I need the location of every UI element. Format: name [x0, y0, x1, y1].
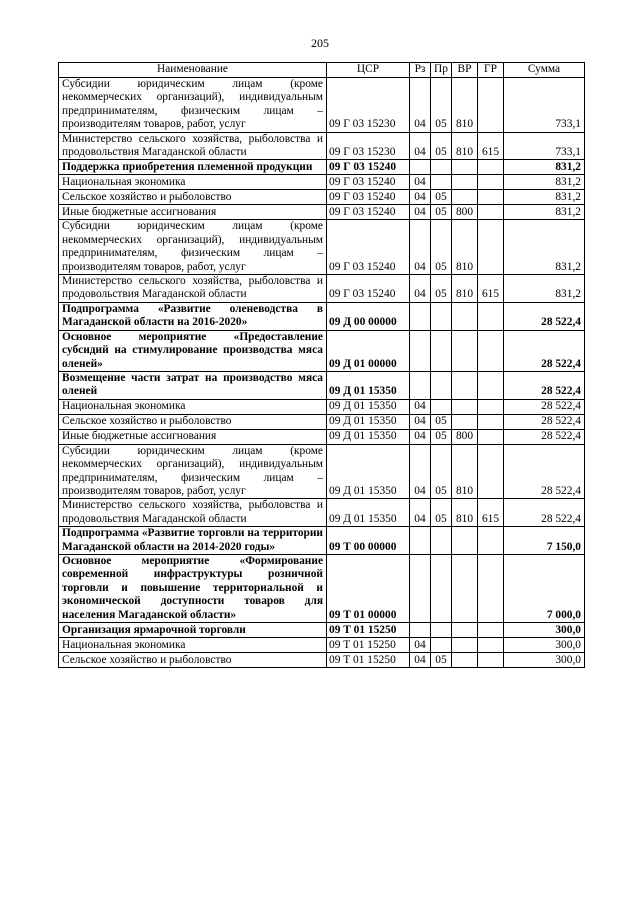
cell-vr: 810: [452, 444, 478, 499]
cell-gr: 615: [478, 275, 504, 303]
table-row: [59, 302, 585, 330]
cell-vr: [452, 527, 478, 555]
cell-vr: [452, 638, 478, 653]
cell-sum: 28 522,4: [504, 444, 585, 499]
cell-gr: [478, 623, 504, 638]
table-row: [59, 623, 585, 638]
cell-sum: 831,2: [504, 160, 585, 175]
header-name: Наименование: [59, 63, 327, 78]
cell-csr: 09 Т 01 15250: [327, 623, 410, 638]
cell-csr: 09 Г 03 15230: [327, 132, 410, 160]
cell-name: Субсидии юридическим лицам (кроме некоммерческих организаций), индивидуальным предпринимателям, физическим лицам – производителям товаров, работ, услуг: [59, 78, 327, 133]
cell-pr: [431, 554, 452, 622]
cell-sum: 831,2: [504, 205, 585, 220]
cell-name: Министерство сельского хозяйства, рыболовства и продовольствия Магаданской области: [59, 499, 327, 527]
cell-gr: [478, 554, 504, 622]
cell-vr: [452, 175, 478, 190]
header-pr: Пр: [431, 63, 452, 78]
cell-name: Министерство сельского хозяйства, рыболовства и продовольствия Магаданской области: [59, 275, 327, 303]
page-number: 205: [311, 36, 329, 50]
cell-rz: 04: [410, 190, 431, 205]
cell-name: Подпрограмма «Развитие торговли на территории Магаданской области на 2014-2020 годы»: [59, 527, 327, 555]
table-row: [59, 554, 585, 622]
table-row: [59, 205, 585, 220]
header-gr: ГР: [478, 63, 504, 78]
cell-gr: 615: [478, 132, 504, 160]
cell-name: Поддержка приобретения племенной продукции: [59, 160, 327, 175]
cell-name: Подпрограмма «Развитие оленеводства в Магаданской области на 2016-2020»: [59, 302, 327, 330]
cell-csr: 09 Д 01 15350: [327, 399, 410, 414]
table-row: [59, 330, 585, 371]
cell-rz: 04: [410, 653, 431, 668]
cell-name: Сельское хозяйство и рыболовство: [59, 190, 327, 205]
cell-sum: 733,1: [504, 132, 585, 160]
table-row: [59, 414, 585, 429]
cell-rz: [410, 554, 431, 622]
cell-sum: 28 522,4: [504, 330, 585, 371]
cell-sum: 831,2: [504, 220, 585, 275]
cell-pr: [431, 638, 452, 653]
cell-name: Национальная экономика: [59, 399, 327, 414]
cell-gr: [478, 302, 504, 330]
cell-csr: 09 Г 03 15240: [327, 160, 410, 175]
cell-csr: 09 Т 01 15250: [327, 638, 410, 653]
cell-gr: [478, 399, 504, 414]
cell-gr: [478, 653, 504, 668]
cell-vr: [452, 399, 478, 414]
cell-pr: 05: [431, 205, 452, 220]
table-header-row: [59, 63, 585, 78]
cell-pr: [431, 527, 452, 555]
cell-vr: [452, 554, 478, 622]
cell-rz: 04: [410, 638, 431, 653]
cell-gr: [478, 220, 504, 275]
cell-vr: 810: [452, 499, 478, 527]
cell-pr: 05: [431, 275, 452, 303]
cell-pr: 05: [431, 220, 452, 275]
budget-table: [58, 62, 585, 668]
table-row: [59, 132, 585, 160]
cell-sum: 28 522,4: [504, 499, 585, 527]
cell-vr: 810: [452, 275, 478, 303]
cell-rz: 04: [410, 444, 431, 499]
cell-sum: 28 522,4: [504, 371, 585, 399]
cell-pr: [431, 330, 452, 371]
cell-gr: [478, 330, 504, 371]
cell-csr: 09 Д 00 00000: [327, 302, 410, 330]
cell-name: Министерство сельского хозяйства, рыболовства и продовольствия Магаданской области: [59, 132, 327, 160]
cell-sum: 28 522,4: [504, 399, 585, 414]
cell-pr: [431, 371, 452, 399]
cell-vr: [452, 653, 478, 668]
cell-name: Сельское хозяйство и рыболовство: [59, 653, 327, 668]
cell-pr: [431, 175, 452, 190]
cell-vr: [452, 190, 478, 205]
cell-gr: 615: [478, 499, 504, 527]
cell-rz: [410, 527, 431, 555]
cell-csr: 09 Д 01 15350: [327, 429, 410, 444]
cell-gr: [478, 205, 504, 220]
cell-pr: 05: [431, 444, 452, 499]
cell-gr: [478, 444, 504, 499]
cell-csr: 09 Г 03 15230: [327, 78, 410, 133]
cell-rz: 04: [410, 132, 431, 160]
cell-rz: 04: [410, 429, 431, 444]
cell-vr: 800: [452, 429, 478, 444]
cell-rz: 04: [410, 220, 431, 275]
cell-pr: 05: [431, 499, 452, 527]
table-row: [59, 527, 585, 555]
cell-gr: [478, 78, 504, 133]
cell-rz: [410, 330, 431, 371]
cell-csr: 09 Т 01 15250: [327, 653, 410, 668]
cell-csr: 09 Т 00 00000: [327, 527, 410, 555]
cell-pr: 05: [431, 414, 452, 429]
table-row: [59, 653, 585, 668]
header-sum: Сумма: [504, 63, 585, 78]
cell-name: Основное мероприятие «Предоставление субсидий на стимулирование производства мяса оленей»: [59, 330, 327, 371]
table-row: [59, 499, 585, 527]
cell-csr: 09 Г 03 15240: [327, 275, 410, 303]
cell-gr: [478, 527, 504, 555]
table-body: [59, 78, 585, 668]
cell-gr: [478, 638, 504, 653]
cell-sum: 831,2: [504, 175, 585, 190]
cell-vr: 810: [452, 132, 478, 160]
cell-pr: 05: [431, 190, 452, 205]
cell-sum: 300,0: [504, 653, 585, 668]
cell-name: Сельское хозяйство и рыболовство: [59, 414, 327, 429]
cell-rz: 04: [410, 399, 431, 414]
cell-rz: 04: [410, 414, 431, 429]
cell-name: Организация ярмарочной торговли: [59, 623, 327, 638]
cell-sum: 733,1: [504, 78, 585, 133]
table-row: [59, 429, 585, 444]
cell-vr: [452, 302, 478, 330]
cell-gr: [478, 414, 504, 429]
table-row: [59, 444, 585, 499]
table-row: [59, 160, 585, 175]
cell-name: Национальная экономика: [59, 175, 327, 190]
cell-rz: 04: [410, 275, 431, 303]
cell-gr: [478, 371, 504, 399]
header-vr: ВР: [452, 63, 478, 78]
cell-csr: 09 Г 03 15240: [327, 190, 410, 205]
cell-gr: [478, 429, 504, 444]
cell-name: Субсидии юридическим лицам (кроме некоммерческих организаций), индивидуальным предпринимателям, физическим лицам – производителям товаров, работ, услуг: [59, 444, 327, 499]
cell-pr: 05: [431, 78, 452, 133]
cell-rz: 04: [410, 205, 431, 220]
cell-pr: [431, 302, 452, 330]
cell-pr: 05: [431, 653, 452, 668]
cell-sum: 300,0: [504, 623, 585, 638]
cell-pr: 05: [431, 429, 452, 444]
cell-csr: 09 Г 03 15240: [327, 220, 410, 275]
cell-name: Возмещение части затрат на производство мяса оленей: [59, 371, 327, 399]
cell-csr: 09 Д 01 15350: [327, 444, 410, 499]
table-row: [59, 275, 585, 303]
cell-rz: [410, 371, 431, 399]
cell-vr: 810: [452, 78, 478, 133]
table-row: [59, 371, 585, 399]
cell-vr: [452, 330, 478, 371]
cell-name: Иные бюджетные ассигнования: [59, 205, 327, 220]
cell-pr: [431, 399, 452, 414]
cell-rz: 04: [410, 499, 431, 527]
cell-sum: 7 150,0: [504, 527, 585, 555]
cell-vr: [452, 414, 478, 429]
cell-rz: [410, 623, 431, 638]
cell-rz: 04: [410, 175, 431, 190]
cell-pr: [431, 160, 452, 175]
cell-sum: 7 000,0: [504, 554, 585, 622]
cell-vr: [452, 160, 478, 175]
header-csr: ЦСР: [327, 63, 410, 78]
cell-gr: [478, 160, 504, 175]
table-row: [59, 399, 585, 414]
cell-vr: [452, 623, 478, 638]
cell-pr: [431, 623, 452, 638]
cell-vr: [452, 371, 478, 399]
cell-csr: 09 Д 01 00000: [327, 330, 410, 371]
cell-pr: 05: [431, 132, 452, 160]
cell-csr: 09 Г 03 15240: [327, 205, 410, 220]
cell-sum: 28 522,4: [504, 302, 585, 330]
cell-csr: 09 Д 01 15350: [327, 371, 410, 399]
table-row: [59, 78, 585, 133]
cell-rz: [410, 302, 431, 330]
cell-name: Субсидии юридическим лицам (кроме некоммерческих организаций), индивидуальным предпринимателям, физическим лицам – производителям товаров, работ, услуг: [59, 220, 327, 275]
cell-sum: 831,2: [504, 275, 585, 303]
header-rz: Рз: [410, 63, 431, 78]
table-row: [59, 190, 585, 205]
cell-name: Национальная экономика: [59, 638, 327, 653]
table-row: [59, 638, 585, 653]
cell-csr: 09 Т 01 00000: [327, 554, 410, 622]
cell-vr: 810: [452, 220, 478, 275]
cell-csr: 09 Д 01 15350: [327, 499, 410, 527]
cell-sum: 831,2: [504, 190, 585, 205]
cell-rz: 04: [410, 78, 431, 133]
cell-gr: [478, 190, 504, 205]
cell-gr: [478, 175, 504, 190]
table-row: [59, 175, 585, 190]
cell-rz: [410, 160, 431, 175]
cell-csr: 09 Г 03 15240: [327, 175, 410, 190]
cell-vr: 800: [452, 205, 478, 220]
table-row: [59, 220, 585, 275]
cell-sum: 300,0: [504, 638, 585, 653]
cell-sum: 28 522,4: [504, 429, 585, 444]
cell-csr: 09 Д 01 15350: [327, 414, 410, 429]
cell-sum: 28 522,4: [504, 414, 585, 429]
cell-name: Иные бюджетные ассигнования: [59, 429, 327, 444]
cell-name: Основное мероприятие «Формирование современной инфраструктуры розничной торговли и повышение территориальной и экономической доступности товаров для населения Магаданской области»: [59, 554, 327, 622]
